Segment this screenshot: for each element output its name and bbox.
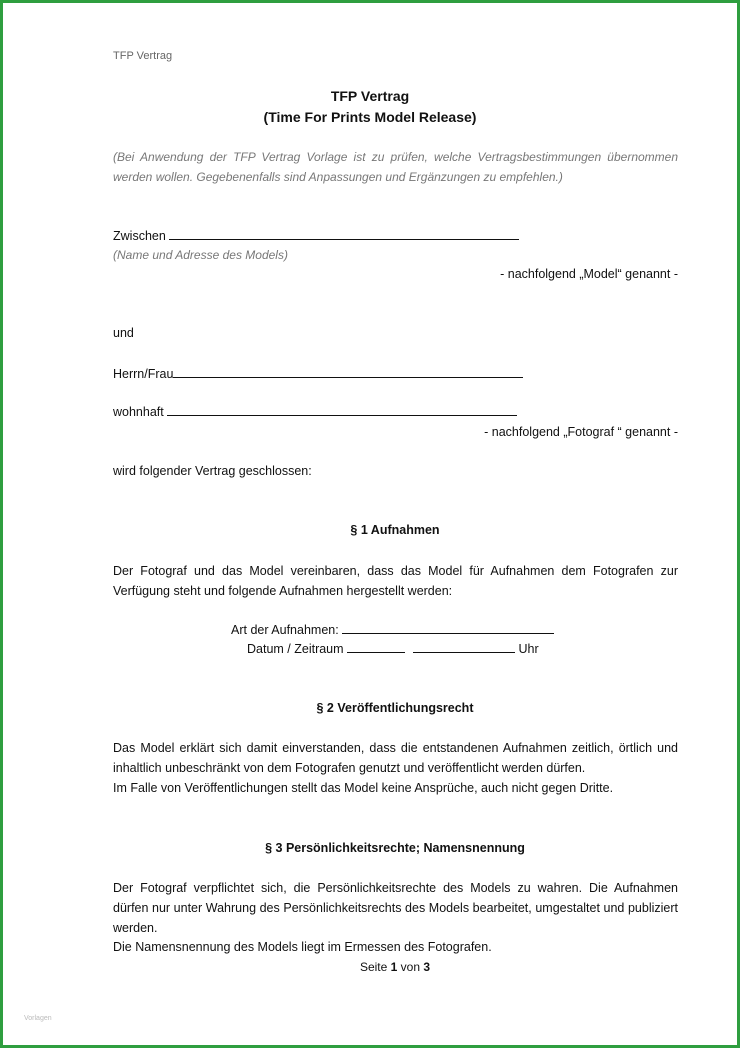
page-footer — [0, 960, 740, 974]
datum-row — [247, 639, 539, 659]
section-1-heading: § 1 Aufnahmen — [350, 523, 440, 537]
photographer-role-label: - nachfolgend „Fotograf “ genannt - — [484, 425, 678, 439]
und-label: und — [113, 326, 134, 340]
wohnhaft-label: wohnhaft — [113, 405, 168, 419]
seite-label: Seite — [359, 960, 391, 974]
art-label: Art der Aufnahmen: — [231, 623, 343, 637]
art-row — [231, 620, 554, 640]
herr-frau-row — [113, 364, 523, 384]
section-3-heading: § 3 Persönlichkeitsrechte; Namensnennung — [265, 841, 525, 855]
section-3-text2: Die Namensnennung des Models liegt im Ermessen des Fotografen. — [113, 940, 492, 954]
zwischen-label: Zwischen — [113, 229, 170, 243]
photographer-name-field[interactable] — [173, 365, 523, 378]
art-field[interactable] — [342, 621, 554, 634]
section-3-text: Der Fotograf verpflichtet sich, die Persönlichkeitsrechte des Models zu wahren. Die Aufnahmen dürfen nur unter Wahrung des Persönlichkeitsrechts des Models bearbeitet, umgestaltet und publiziert werden. — [113, 881, 678, 935]
von-label: von — [397, 960, 424, 974]
datum-label: Datum / Zeitraum — [247, 642, 348, 656]
model-hint: (Name und Adresse des Models) — [113, 248, 288, 262]
uhr-label: Uhr — [515, 642, 539, 656]
page-total: 3 — [423, 960, 431, 974]
uhrzeit-field[interactable] — [413, 640, 515, 653]
watermark: Vorlagen — [24, 1015, 52, 1022]
page-current: 1 — [390, 960, 398, 974]
herr-frau-label: Herrn/Frau — [113, 367, 174, 381]
zwischen-row — [113, 226, 519, 246]
photographer-address-field[interactable] — [167, 403, 517, 416]
section-1-text: Der Fotograf und das Model vereinbaren, dass das Model für Aufnahmen dem Fotografen zur Verfügung steht und folgende Aufnahmen hergestellt werden: — [113, 564, 678, 598]
running-header: TFP Vertrag — [113, 50, 173, 62]
contract-intro: wird folgender Vertrag geschlossen: — [113, 464, 312, 478]
wohnhaft-row — [113, 402, 517, 422]
section-2-text: Das Model erklärt sich damit einverstanden, dass die entstandenen Aufnahmen zeitlich, örtlich und inhaltlich unbeschränkt von dem Fotografen genutzt und veröffentlicht werden dürfen. — [113, 741, 678, 775]
section-2-text2: Im Falle von Veröffentlichungen stellt das Model keine Ansprüche, auch nicht gegen Dritte. — [113, 781, 614, 795]
document-subtitle: (Time For Prints Model Release) — [263, 109, 477, 125]
usage-note: (Bei Anwendung der TFP Vertrag Vorlage ist zu prüfen, welche Vertragsbestimmungen übernommen werden wollen. Gegebenenfalls sind Anpassungen und Ergänzungen zu empfehlen.) — [113, 150, 678, 184]
model-name-field[interactable] — [169, 227, 519, 240]
document-title: TFP Vertrag — [330, 88, 410, 104]
datum-field[interactable] — [347, 640, 405, 653]
section-2-heading: § 2 Veröffentlichungsrecht — [316, 701, 474, 715]
model-role-label: - nachfolgend „Model“ genannt - — [500, 267, 678, 281]
